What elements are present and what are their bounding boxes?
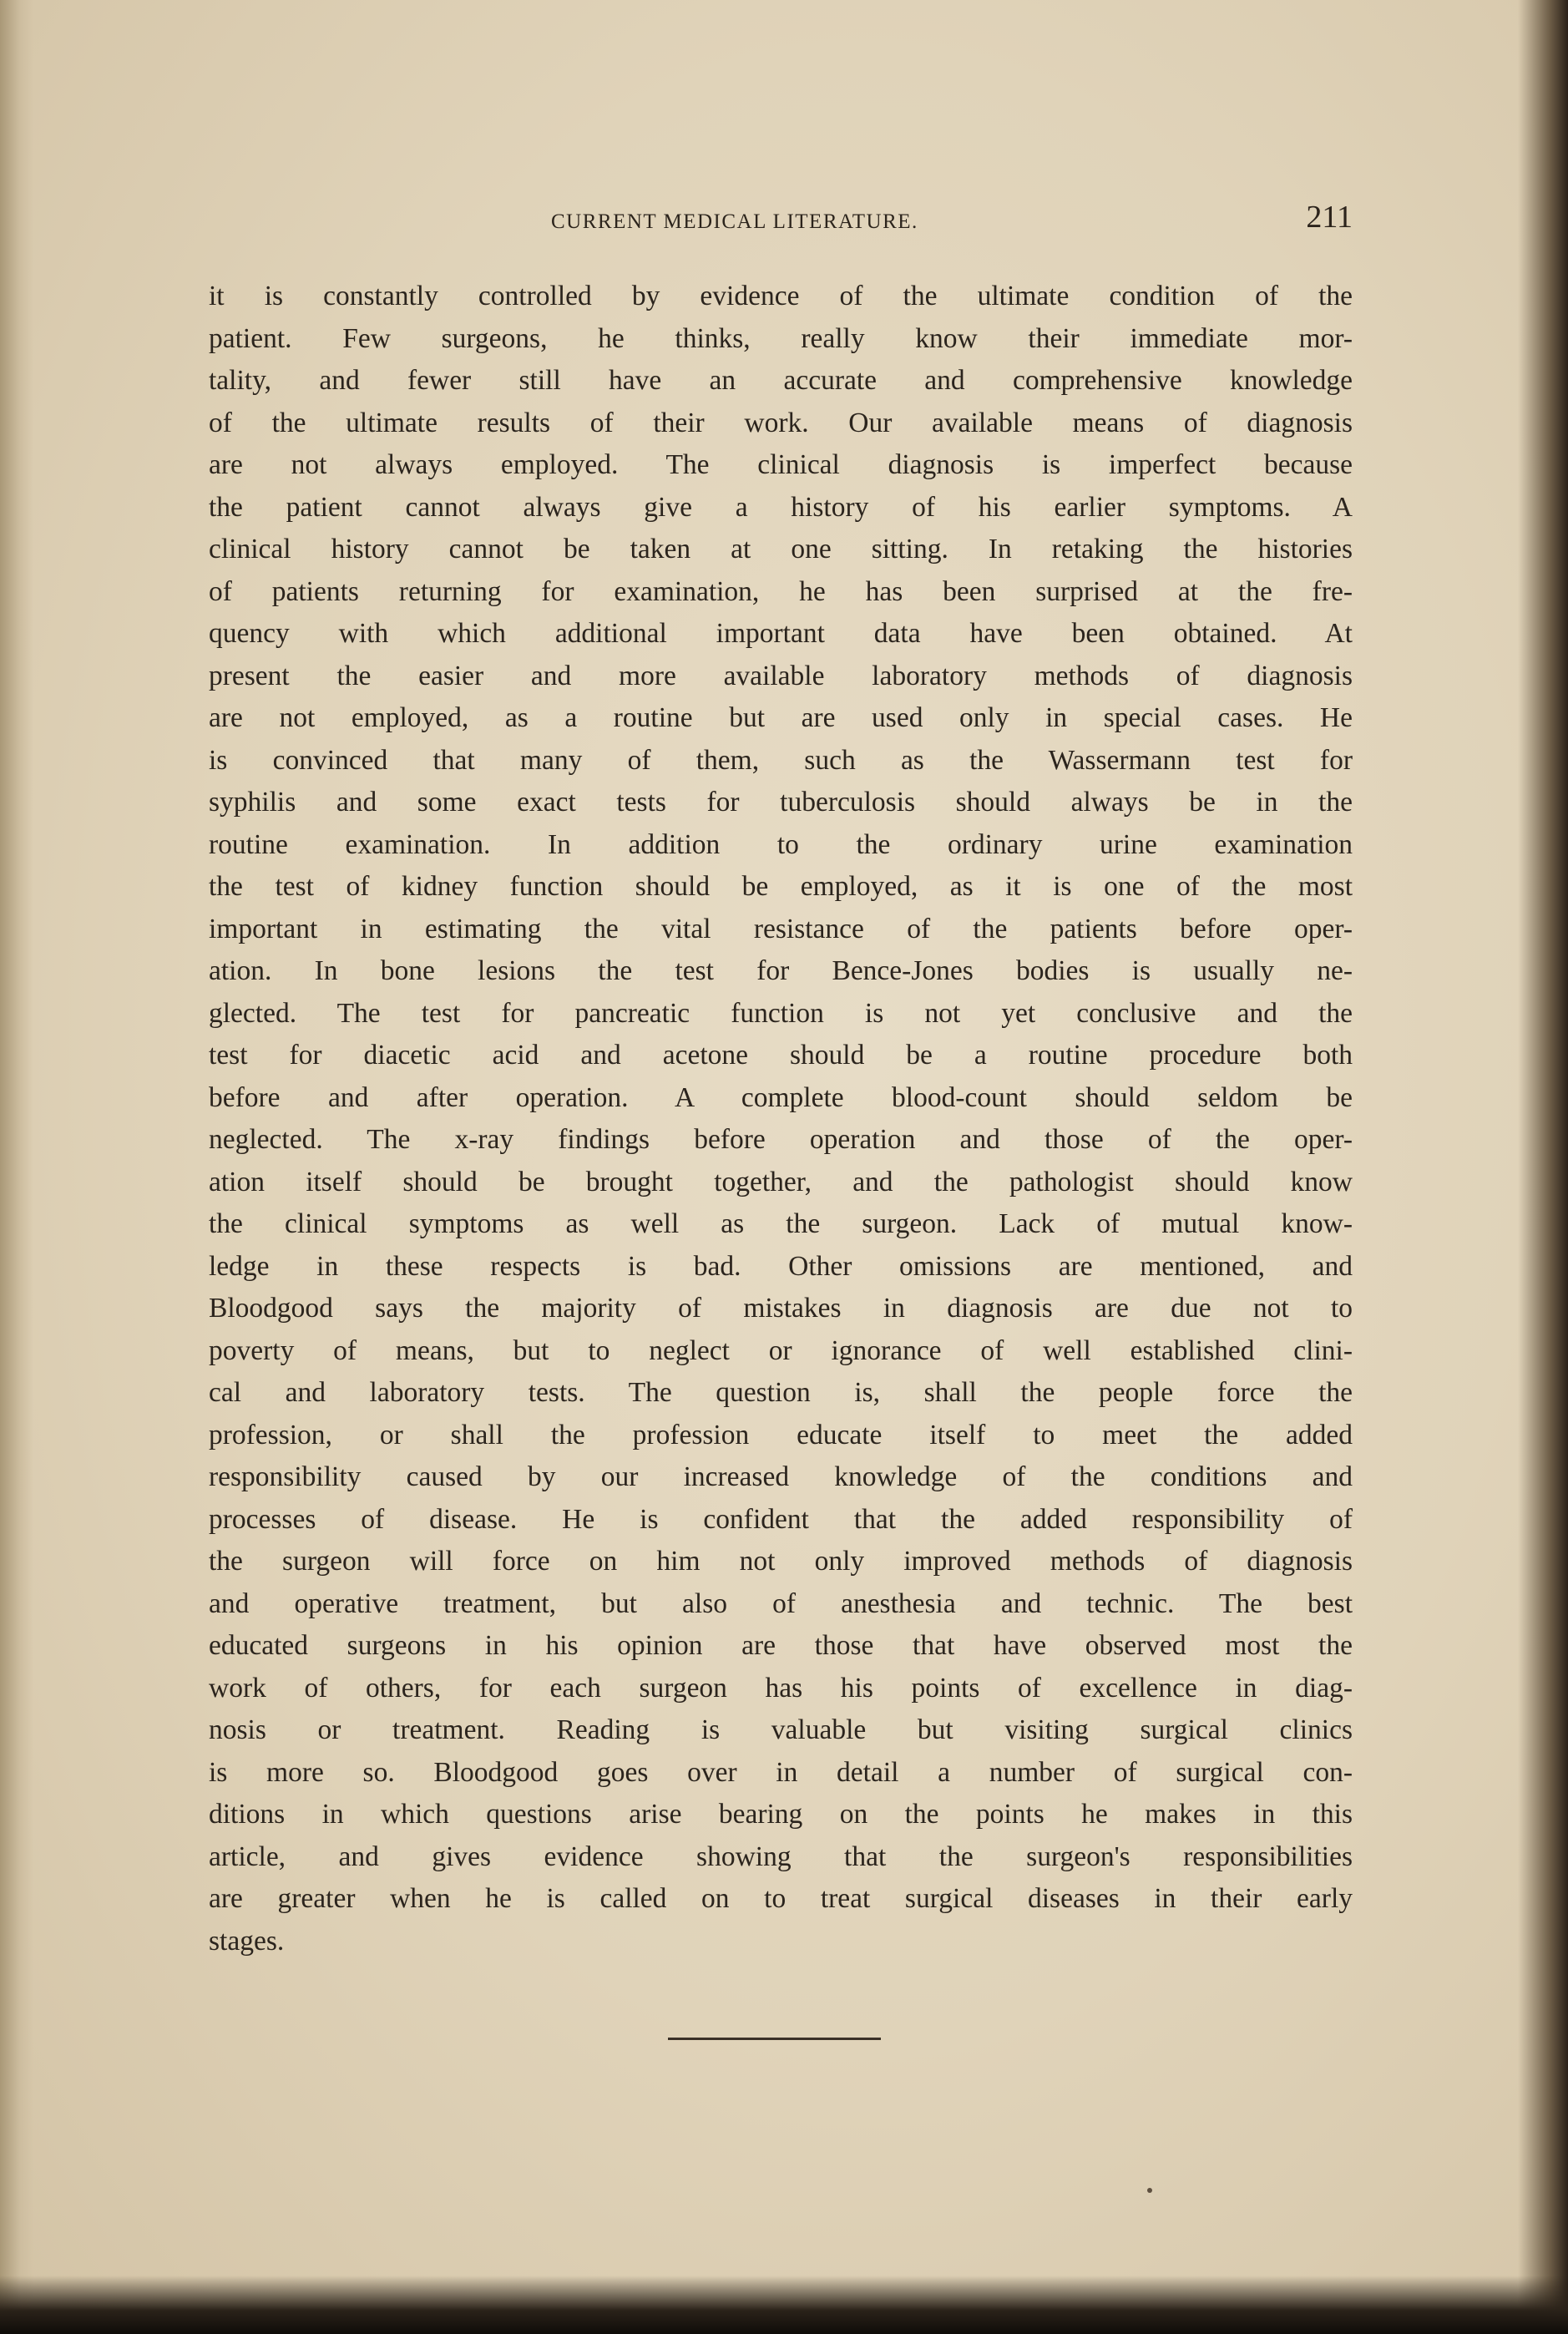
text-line: of patients returning for examination, he has been surprised at the fre- [209, 575, 1353, 607]
text-line: ditions in which questions arise bearing on the points he makes in this [209, 1799, 1353, 1830]
text-line: poverty of means, but to neglect or ignorance of well established clini- [209, 1334, 1353, 1366]
text-line: ation itself should be brought together, and the pathologist should know [209, 1166, 1353, 1197]
text-line: are not always employed. The clinical diagnosis is imperfect because [209, 449, 1353, 480]
article-text [209, 276, 1353, 1962]
text-line-last: stages. [209, 1925, 285, 1957]
text-line: profession, or shall the profession educate itself to meet the added [209, 1419, 1353, 1451]
text-line: syphilis and some exact tests for tuberculosis should always be in the [209, 787, 1353, 818]
text-line: important in estimating the vital resistance of the patients before oper- [209, 913, 1353, 944]
text-line: it is constantly controlled by evidence of the ultimate condition of the [209, 281, 1353, 311]
text-line: educated surgeons in his opinion are those that have observed most the [209, 1630, 1353, 1661]
text-line: are not employed, as a routine but are used only in special cases. He [209, 702, 1353, 733]
text-line: responsibility caused by our increased knowledge of the conditions and [209, 1461, 1353, 1492]
running-head [209, 199, 1353, 249]
text-line: work of others, for each surgeon has his points of excellence in diag- [209, 1672, 1353, 1704]
page-number: 211 [1306, 200, 1353, 235]
text-line: cal and laboratory tests. The question is, shall the people force the [209, 1377, 1353, 1408]
text-line: and operative treatment, but also of anesthesia and technic. The best [209, 1587, 1353, 1619]
text-line: Bloodgood says the majority of mistakes in diagnosis are due not to [209, 1293, 1353, 1324]
page-bottom-shadow [0, 2276, 1568, 2334]
text-line: nosis or treatment. Reading is valuable but visiting surgical clinics [209, 1714, 1353, 1745]
text-line: the surgeon will force on him not only improved methods of diagnosis [209, 1546, 1353, 1577]
text-line: ledge in these respects is bad. Other omissions are mentioned, and [209, 1250, 1353, 1282]
text-line: article, and gives evidence showing that the surgeon's responsibilities [209, 1840, 1353, 1872]
text-line: is more so. Bloodgood goes over in detail a number of surgical con- [209, 1756, 1353, 1788]
section-divider-rule [668, 2038, 881, 2040]
text-line: patient. Few surgeons, he thinks, really know their immediate mor- [209, 322, 1353, 354]
text-line: glected. The test for pancreatic function is not yet conclusive and the [209, 997, 1353, 1029]
running-title: CURRENT MEDICAL LITERATURE. [551, 210, 918, 233]
text-line: the test of kidney function should be employed, as it is one of the most [209, 871, 1353, 902]
text-line: present the easier and more available laboratory methods of diagnosis [209, 660, 1353, 691]
text-line: are greater when he is called on to treat surgical diseases in their early [209, 1883, 1353, 1914]
text-line: routine examination. In addition to the ordinary urine examination [209, 828, 1353, 860]
text-line: the patient cannot always give a history of his earlier symptoms. A [209, 491, 1353, 523]
text-line: of the ultimate results of their work. Our available means of diagnosis [209, 407, 1353, 438]
text-line: quency with which additional important data have been obtained. At [209, 618, 1353, 649]
text-line: the clinical symptoms as well as the surgeon. Lack of mutual know- [209, 1208, 1353, 1239]
text-line: tality, and fewer still have an accurate and comprehensive knowledge [209, 365, 1353, 396]
text-line: test for diacetic acid and acetone should be a routine procedure both [209, 1040, 1353, 1071]
text-line: is convinced that many of them, such as the Wassermann test for [209, 744, 1353, 776]
text-line: before and after operation. A complete blood-count should seldom be [209, 1081, 1353, 1113]
text-line: clinical history cannot be taken at one sitting. In retaking the histories [209, 534, 1353, 565]
page-gutter-shadow [0, 0, 33, 2334]
text-line: neglected. The x-ray findings before operation and those of the oper- [209, 1124, 1353, 1155]
text-line: processes of disease. He is confident that the added responsibility of [209, 1503, 1353, 1535]
text-line: ation. In bone lesions the test for Bence-Jones bodies is usually ne- [209, 955, 1353, 986]
page-edge-shadow [1518, 0, 1568, 2334]
paper-speck [1147, 2188, 1152, 2193]
